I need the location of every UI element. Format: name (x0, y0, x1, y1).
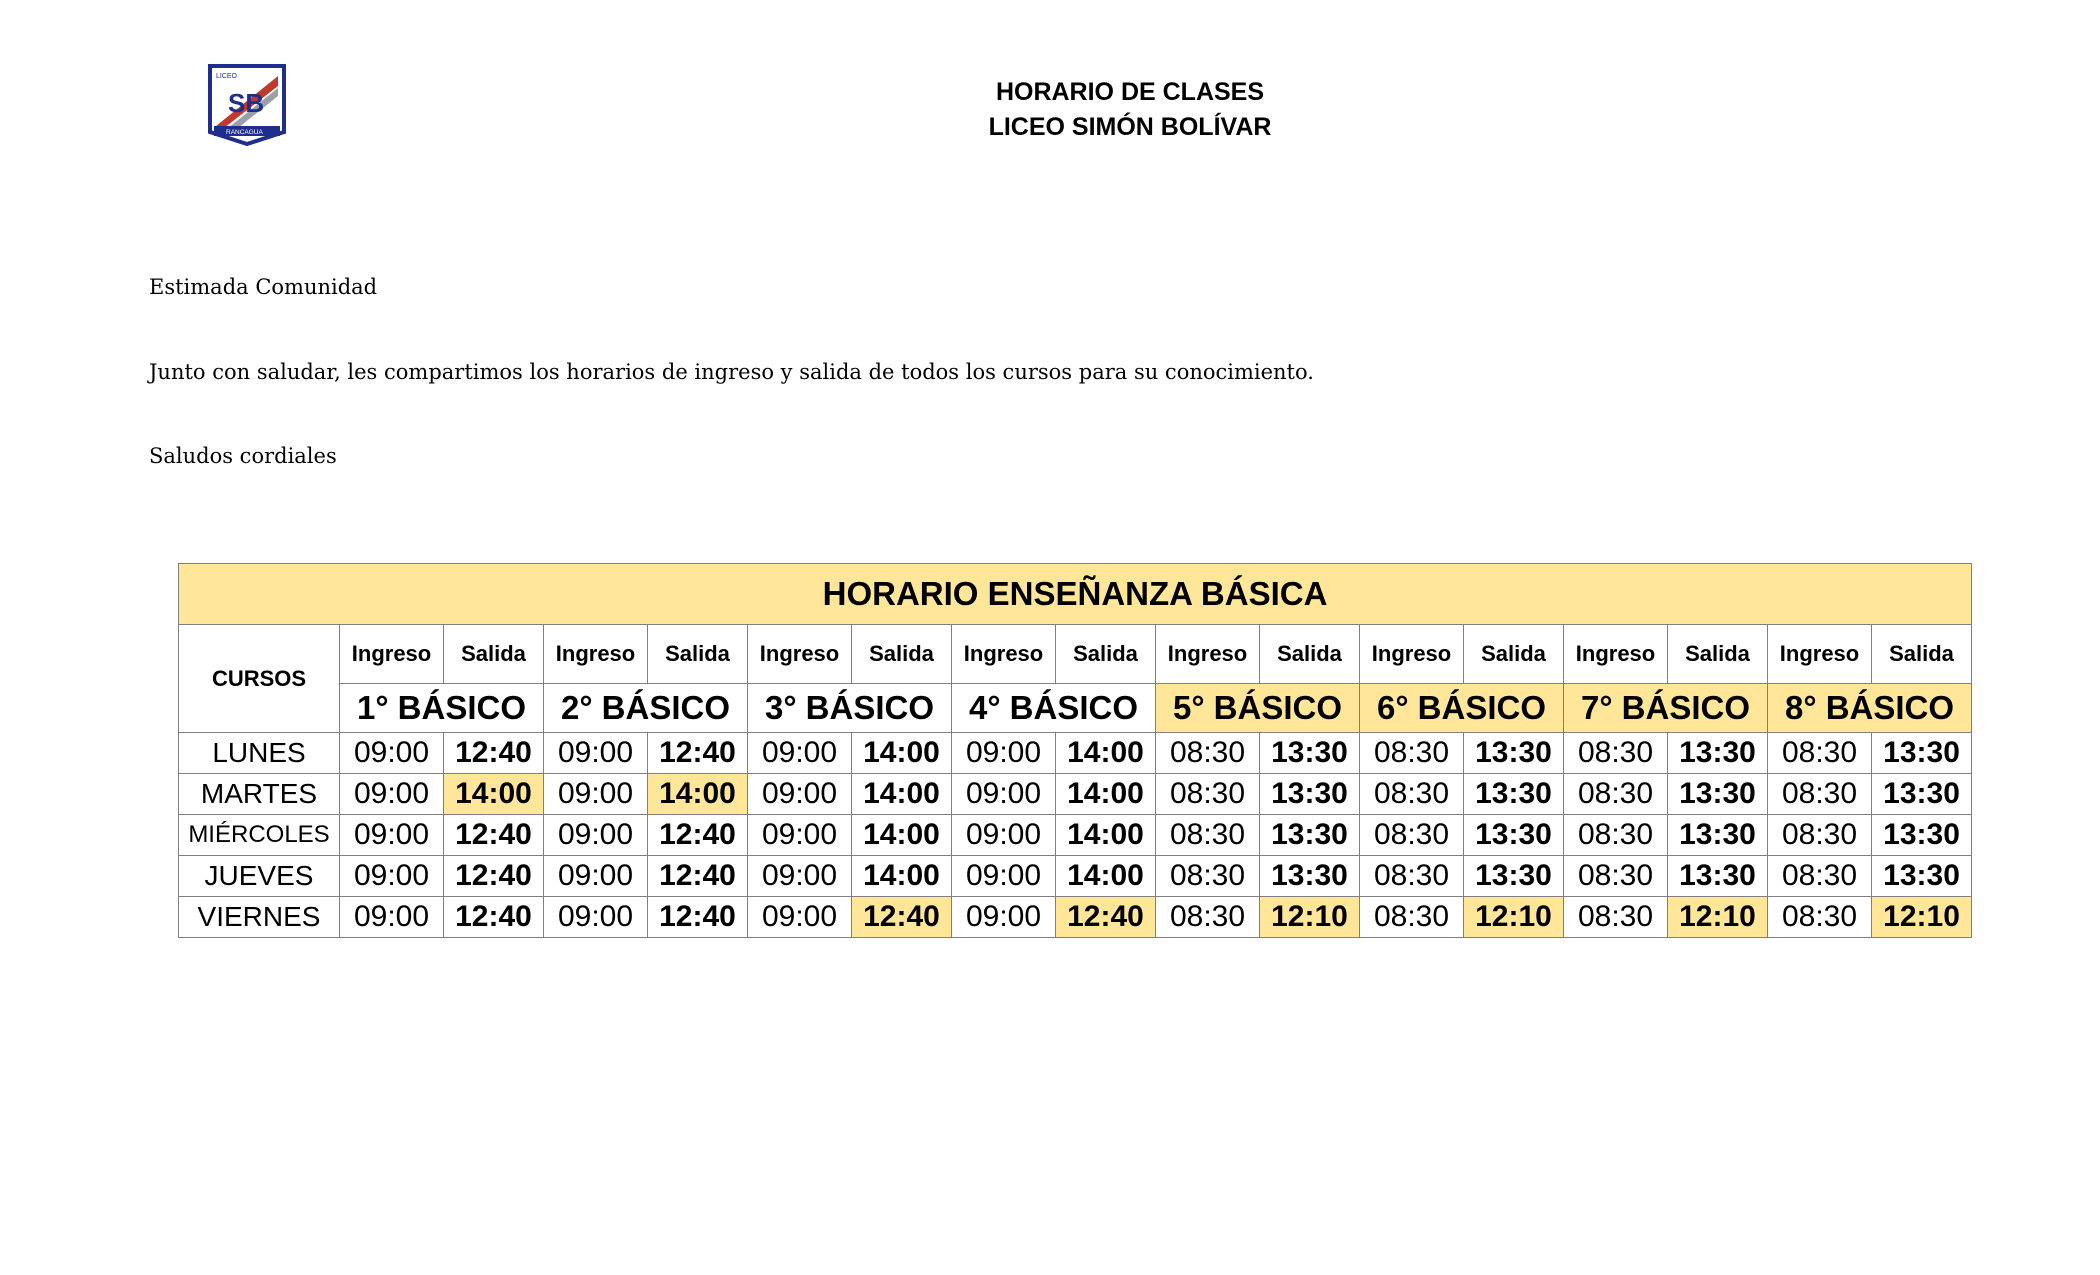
salida-time: 12:10 (1464, 897, 1564, 938)
schedule-table (178, 563, 1972, 938)
salida-time: 13:30 (1872, 733, 1972, 774)
salida-time: 12:40 (444, 897, 544, 938)
grade-header: 2° BÁSICO (544, 684, 748, 733)
ingreso-time: 08:30 (1156, 733, 1260, 774)
ingreso-time: 08:30 (1564, 897, 1668, 938)
salida-header: Salida (1056, 625, 1156, 684)
ingreso-time: 08:30 (1156, 774, 1260, 815)
ingreso-time: 09:00 (340, 856, 444, 897)
ingreso-time: 08:30 (1564, 815, 1668, 856)
ingreso-time: 09:00 (952, 897, 1056, 938)
salida-time: 13:30 (1668, 856, 1768, 897)
table-row (179, 815, 1972, 856)
salida-time: 14:00 (852, 774, 952, 815)
table-title-row (179, 564, 1972, 625)
table-row (179, 897, 1972, 938)
document-title: HORARIO DE CLASES (995, 78, 1265, 106)
ingreso-time: 09:00 (544, 856, 648, 897)
salida-header: Salida (1668, 625, 1768, 684)
day-label: LUNES (179, 733, 340, 774)
salida-time: 13:30 (1260, 733, 1360, 774)
logo-text-bottom: RANCAGUA (226, 129, 263, 136)
grade-header: 4° BÁSICO (952, 684, 1156, 733)
ingreso-time: 08:30 (1156, 897, 1260, 938)
ingreso-time: 09:00 (748, 856, 852, 897)
grade-header: 7° BÁSICO (1564, 684, 1768, 733)
ingreso-time: 09:00 (952, 815, 1056, 856)
ingreso-time: 09:00 (952, 856, 1056, 897)
ingreso-time: 08:30 (1768, 774, 1872, 815)
salida-time: 13:30 (1668, 733, 1768, 774)
salida-time: 14:00 (852, 856, 952, 897)
salida-time: 13:30 (1260, 815, 1360, 856)
ingreso-time: 08:30 (1156, 856, 1260, 897)
ingreso-time: 09:00 (952, 733, 1056, 774)
ingreso-header: Ingreso (1156, 625, 1260, 684)
ingreso-time: 08:30 (1768, 897, 1872, 938)
day-label: VIERNES (179, 897, 340, 938)
ingreso-time: 08:30 (1156, 815, 1260, 856)
day-label: MIÉRCOLES (179, 815, 340, 856)
grade-header: 1° BÁSICO (340, 684, 544, 733)
salida-time: 13:30 (1464, 733, 1564, 774)
salida-time: 12:40 (648, 733, 748, 774)
ingreso-time: 08:30 (1360, 733, 1464, 774)
table-title: HORARIO ENSEÑANZA BÁSICA (179, 564, 1972, 625)
ingreso-header: Ingreso (340, 625, 444, 684)
ingreso-time: 09:00 (748, 815, 852, 856)
salida-time: 14:00 (1056, 733, 1156, 774)
salida-time: 14:00 (1056, 774, 1156, 815)
letter-body: Junto con saludar, les compartimos los horarios de ingreso y salida de todos los cursos para su conocimiento. (149, 360, 1314, 384)
salida-time: 13:30 (1260, 856, 1360, 897)
ingreso-time: 08:30 (1564, 774, 1668, 815)
grade-header: 6° BÁSICO (1360, 684, 1564, 733)
ingreso-time: 09:00 (952, 774, 1056, 815)
salida-time: 12:10 (1872, 897, 1972, 938)
salida-time: 13:30 (1872, 856, 1972, 897)
ingreso-time: 08:30 (1564, 856, 1668, 897)
salida-time: 12:40 (444, 815, 544, 856)
table-row (179, 774, 1972, 815)
salida-header: Salida (1464, 625, 1564, 684)
grade-header: 8° BÁSICO (1768, 684, 1972, 733)
ingreso-time: 08:30 (1768, 815, 1872, 856)
ingreso-header: Ingreso (544, 625, 648, 684)
salida-header: Salida (648, 625, 748, 684)
school-name: LICEO SIMÓN BOLÍVAR (988, 113, 1272, 141)
ingreso-time: 09:00 (544, 774, 648, 815)
letter-closing: Saludos cordiales (149, 444, 337, 468)
salida-header: Salida (1872, 625, 1972, 684)
ingreso-time: 09:00 (340, 774, 444, 815)
salida-time: 13:30 (1872, 815, 1972, 856)
ingreso-time: 08:30 (1564, 733, 1668, 774)
ingreso-time: 08:30 (1360, 856, 1464, 897)
grade-header: 3° BÁSICO (748, 684, 952, 733)
salida-time: 12:40 (648, 856, 748, 897)
ingreso-header: Ingreso (748, 625, 852, 684)
salida-header: Salida (852, 625, 952, 684)
salida-time: 13:30 (1464, 815, 1564, 856)
salida-time: 12:40 (444, 856, 544, 897)
table-row (179, 856, 1972, 897)
column-subheader-row (179, 625, 1972, 684)
ingreso-header: Ingreso (1564, 625, 1668, 684)
day-label: MARTES (179, 774, 340, 815)
salida-time: 14:00 (1056, 815, 1156, 856)
ingreso-header: Ingreso (1360, 625, 1464, 684)
grade-header: 5° BÁSICO (1156, 684, 1360, 733)
day-label: JUEVES (179, 856, 340, 897)
salida-time: 14:00 (444, 774, 544, 815)
ingreso-header: Ingreso (1768, 625, 1872, 684)
cursos-label: CURSOS (179, 625, 340, 733)
salida-time: 12:10 (1260, 897, 1360, 938)
salida-time: 14:00 (852, 815, 952, 856)
table-row (179, 733, 1972, 774)
letter-greeting: Estimada Comunidad (149, 275, 378, 299)
salida-time: 13:30 (1464, 774, 1564, 815)
ingreso-time: 09:00 (340, 897, 444, 938)
ingreso-header: Ingreso (952, 625, 1056, 684)
salida-time: 14:00 (1056, 856, 1156, 897)
logo-text-sb: SB (228, 88, 265, 118)
ingreso-time: 09:00 (748, 897, 852, 938)
ingreso-time: 09:00 (748, 733, 852, 774)
ingreso-time: 09:00 (340, 733, 444, 774)
salida-time: 12:40 (444, 733, 544, 774)
ingreso-time: 09:00 (544, 733, 648, 774)
salida-time: 13:30 (1668, 774, 1768, 815)
salida-time: 13:30 (1872, 774, 1972, 815)
salida-time: 14:00 (648, 774, 748, 815)
salida-time: 12:40 (1056, 897, 1156, 938)
grade-header-row (179, 684, 1972, 733)
salida-time: 12:40 (852, 897, 952, 938)
salida-time: 12:40 (648, 815, 748, 856)
logo-text-top: LICEO (216, 73, 238, 80)
ingreso-time: 08:30 (1360, 774, 1464, 815)
ingreso-time: 08:30 (1360, 897, 1464, 938)
salida-header: Salida (1260, 625, 1360, 684)
ingreso-time: 08:30 (1360, 815, 1464, 856)
ingreso-time: 08:30 (1768, 856, 1872, 897)
salida-header: Salida (444, 625, 544, 684)
salida-time: 13:30 (1464, 856, 1564, 897)
ingreso-time: 08:30 (1768, 733, 1872, 774)
salida-time: 13:30 (1260, 774, 1360, 815)
salida-time: 13:30 (1668, 815, 1768, 856)
salida-time: 14:00 (852, 733, 952, 774)
ingreso-time: 09:00 (544, 897, 648, 938)
salida-time: 12:40 (648, 897, 748, 938)
ingreso-time: 09:00 (544, 815, 648, 856)
ingreso-time: 09:00 (340, 815, 444, 856)
salida-time: 12:10 (1668, 897, 1768, 938)
ingreso-time: 09:00 (748, 774, 852, 815)
